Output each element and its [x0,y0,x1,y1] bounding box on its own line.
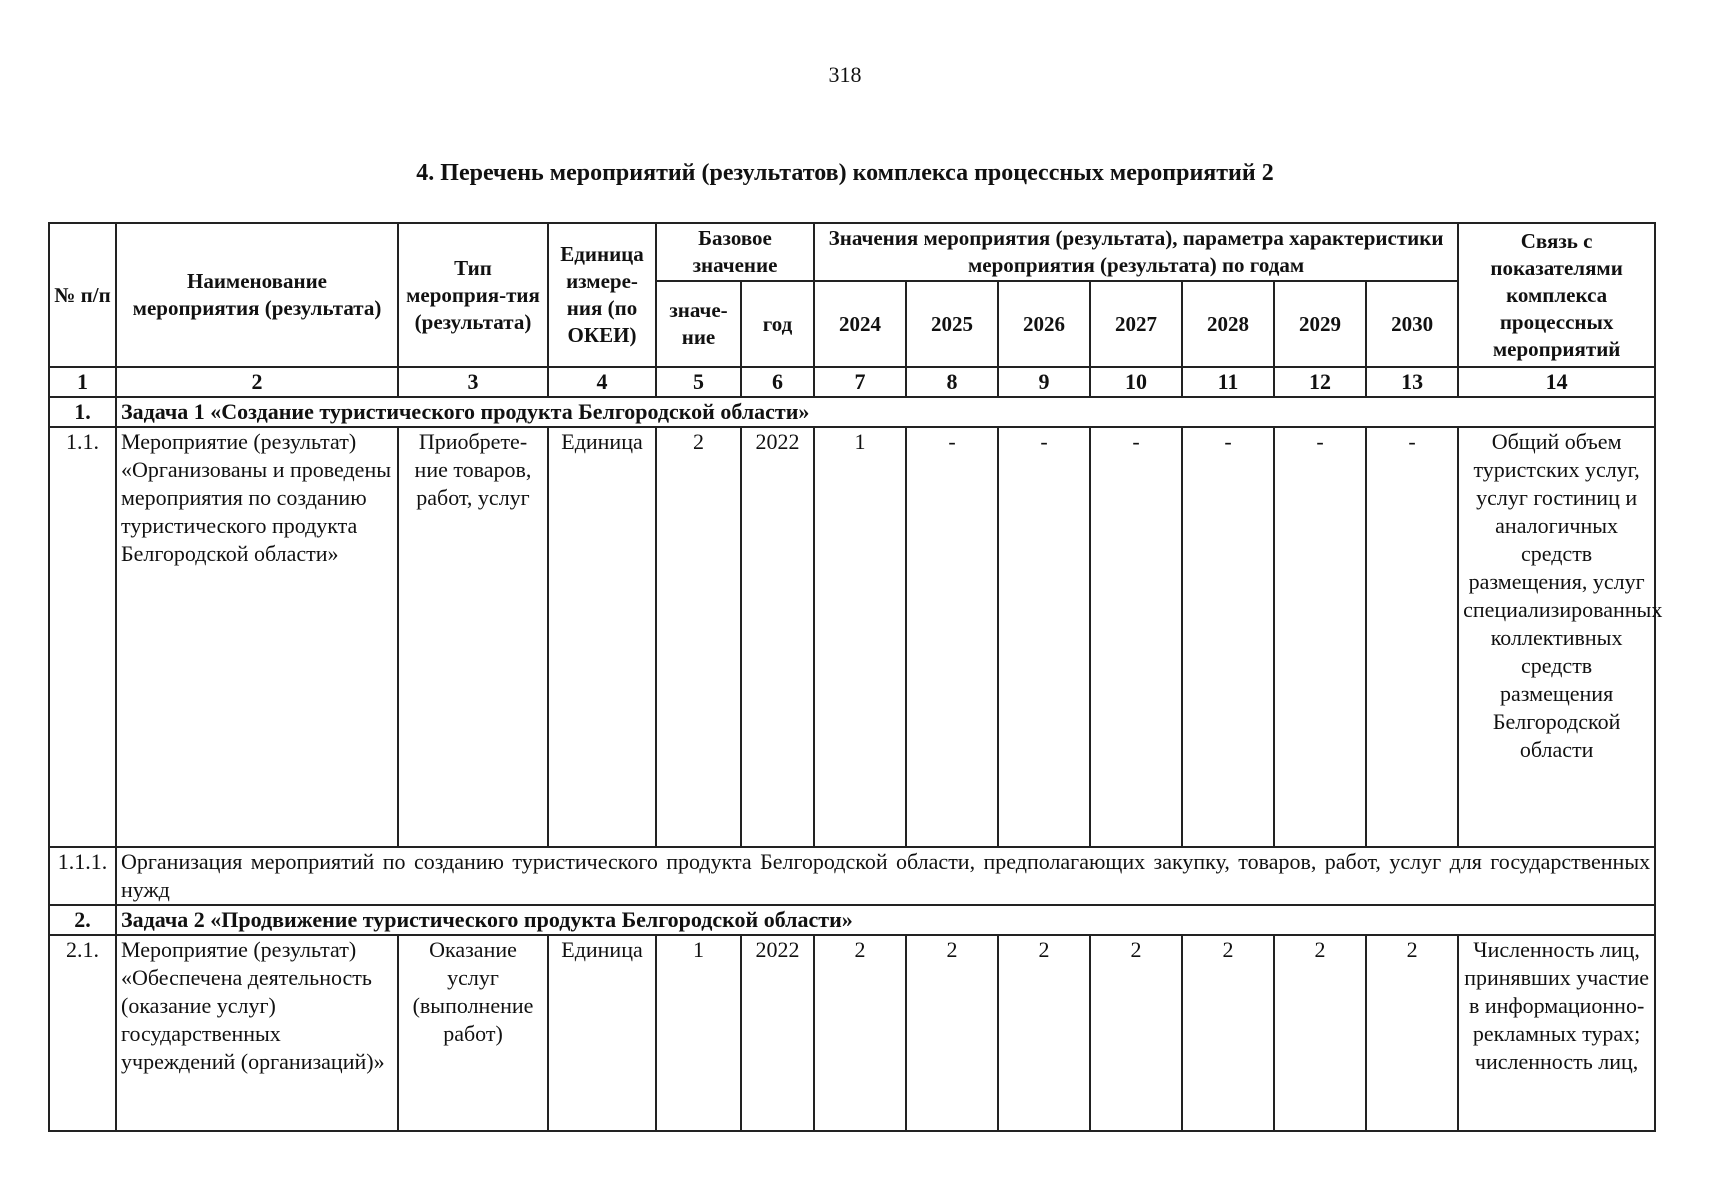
row-1-1-value-2029: - [1274,427,1366,847]
header-row-1 [49,223,1655,281]
row-2-1-type: Оказание услуг (выполнение работ) [398,935,548,1131]
header-type: Тип мероприя-тия (результата) [398,223,548,367]
row-1-1-base-year: 2022 [741,427,814,847]
row-1-1-value-2030: - [1366,427,1458,847]
column-number: 1 [49,367,116,397]
row-1-1-base-value: 2 [656,427,741,847]
row-1-1-value-2027: - [1090,427,1182,847]
row-1-1-number: 1.1. [49,427,116,847]
task-row-1 [49,397,1655,427]
subactivity-row-1-1-1 [49,847,1655,905]
row-1-1-unit: Единица [548,427,656,847]
column-number: 2 [116,367,398,397]
header-year-2024: 2024 [814,281,906,367]
row-1-1-1-number: 1.1.1. [49,847,116,905]
activity-row-2-1 [49,935,1655,1131]
row-1-1-value-2025: - [906,427,998,847]
column-number: 3 [398,367,548,397]
header-year-2030: 2030 [1366,281,1458,367]
header-year-2027: 2027 [1090,281,1182,367]
row-1-1-link: Общий объем туристских услуг, услуг гостиниц и аналогичных средств размещения, услуг специализированных коллективных средств размещения Белгородской области [1458,427,1655,847]
task-2-number: 2. [49,905,116,935]
column-number: 4 [548,367,656,397]
row-1-1-name: Мероприятие (результат) «Организованы и проведены мероприятия по созданию туристического продукта Белгородской области» [116,427,398,847]
column-number: 12 [1274,367,1366,397]
header-number: № п/п [49,223,116,367]
activity-row-1-1 [49,427,1655,847]
column-number: 9 [998,367,1090,397]
header-link: Связь с показателями комплекса процессных мероприятий [1458,223,1655,367]
column-number: 10 [1090,367,1182,397]
header-year-2029: 2029 [1274,281,1366,367]
column-numbers-row [49,367,1655,397]
column-number: 8 [906,367,998,397]
row-2-1-value-2029: 2 [1274,935,1366,1131]
column-number: 13 [1366,367,1458,397]
header-base-year: год [741,281,814,367]
header-year-2026: 2026 [998,281,1090,367]
row-2-1-value-2030: 2 [1366,935,1458,1131]
row-2-1-base-year: 2022 [741,935,814,1131]
row-2-1-value-2027: 2 [1090,935,1182,1131]
row-1-1-type: Приобрете-ние товаров, работ, услуг [398,427,548,847]
events-table [48,222,1663,1132]
row-2-1-number: 2.1. [49,935,116,1131]
task-1-title: Задача 1 «Создание туристического продукта Белгородской области» [116,397,1655,427]
row-2-1-value-2024: 2 [814,935,906,1131]
row-1-1-value-2028: - [1182,427,1274,847]
task-1-number: 1. [49,397,116,427]
column-number: 5 [656,367,741,397]
header-year-2028: 2028 [1182,281,1274,367]
row-1-1-value-2026: - [998,427,1090,847]
row-2-1-name: Мероприятие (результат) «Обеспечена деятельность (оказание услуг) государственных учреждений (организаций)» [116,935,398,1131]
row-2-1-unit: Единица [548,935,656,1131]
header-name: Наименование мероприятия (результата) [116,223,398,367]
task-row-2 [49,905,1655,935]
header-base: Базовое значение [656,223,814,281]
task-2-title: Задача 2 «Продвижение туристического продукта Белгородской области» [116,905,1655,935]
header-base-value: значе-ние [656,281,741,367]
column-number: 11 [1182,367,1274,397]
header-unit: Единица измере-ния (по ОКЕИ) [548,223,656,367]
page-number: 318 [828,62,862,87]
row-1-1-1-text: Организация мероприятий по созданию туристического продукта Белгородской области, предполагающих закупку, товаров, работ, услуг для государственных нужд [116,847,1655,905]
header-year-2025: 2025 [906,281,998,367]
row-1-1-value-2024: 1 [814,427,906,847]
column-number: 14 [1458,367,1655,397]
row-2-1-link: Численность лиц, принявших участие в информационно-рекламных турах; численность лиц, [1458,935,1655,1131]
header-values-by-year: Значения мероприятия (результата), параметра характеристики мероприятия (результата) по годам [814,223,1458,281]
row-2-1-value-2028: 2 [1182,935,1274,1131]
row-2-1-base-value: 1 [656,935,741,1131]
row-2-1-value-2026: 2 [998,935,1090,1131]
document-title: 4. Перечень мероприятий (результатов) комплекса процессных мероприятий 2 [416,160,1274,186]
column-number: 6 [741,367,814,397]
row-2-1-value-2025: 2 [906,935,998,1131]
column-number: 7 [814,367,906,397]
